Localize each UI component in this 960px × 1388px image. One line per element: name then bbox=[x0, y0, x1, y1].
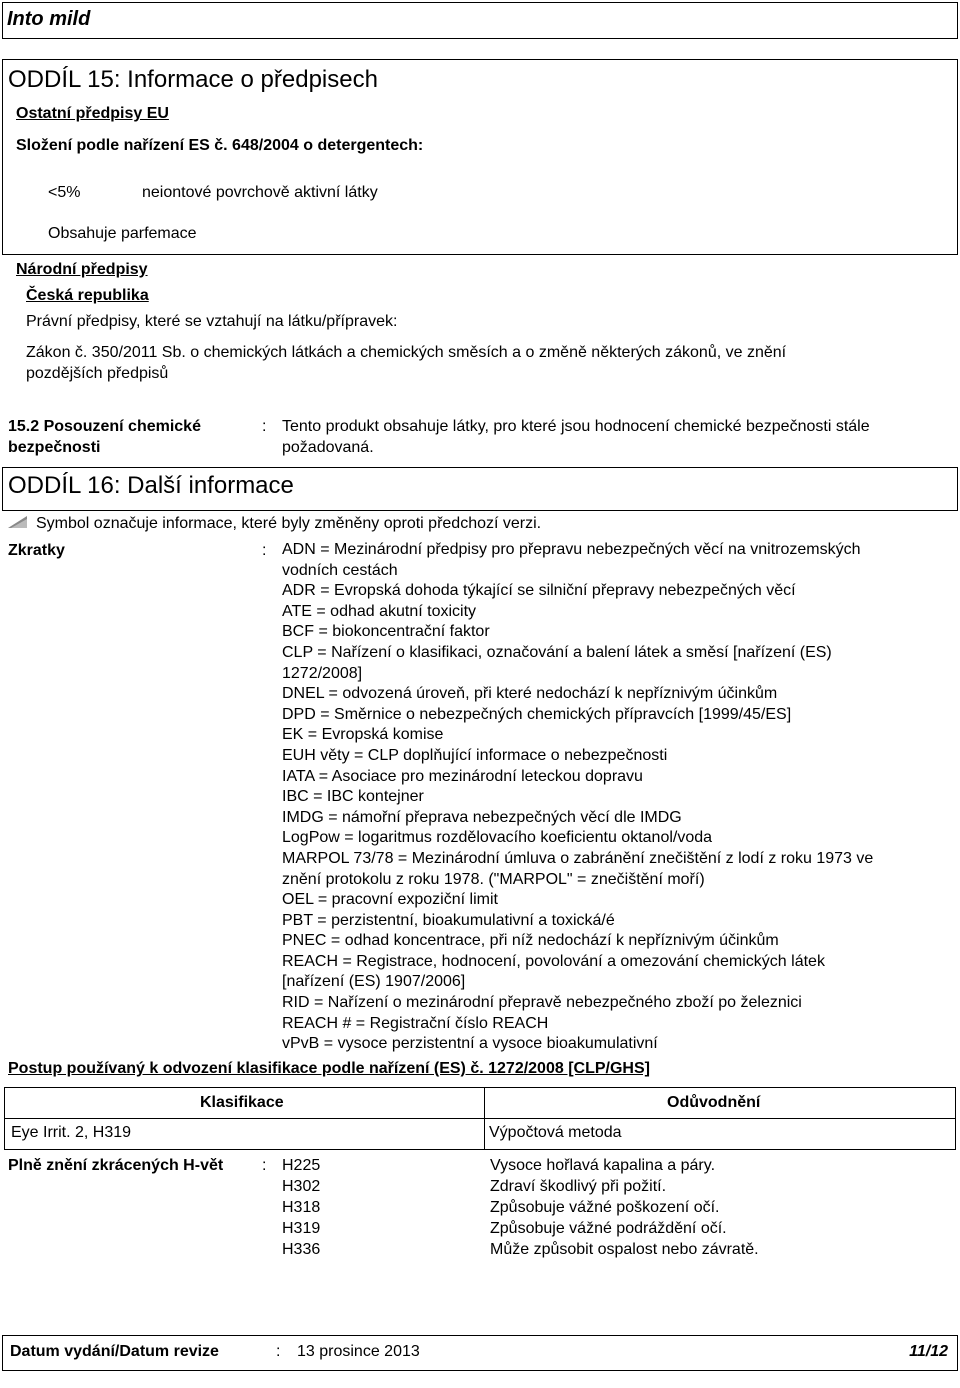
abbreviation-line: PNEC = odhad koncentrace, při níž nedochází k nepříznivým účinkům bbox=[282, 932, 779, 950]
national-regulations-heading: Národní předpisy bbox=[16, 261, 148, 278]
abbreviations-label: Zkratky bbox=[8, 542, 65, 559]
chemical-safety-label-1: 15.2 Posouzení chemické bbox=[8, 418, 201, 435]
detergent-percentage: <5% bbox=[48, 184, 81, 201]
abbreviation-line: MARPOL 73/78 = Mezinárodní úmluva o zabránění znečištění z lodí z roku 1973 ve bbox=[282, 849, 874, 867]
h-phrase-text: Zdraví škodlivý při požití. bbox=[490, 1178, 667, 1195]
h-phrase-text: Může způsobit ospalost nebo závratě. bbox=[490, 1241, 759, 1258]
abbreviation-line: ADR = Evropská dohoda týkající se silniční přepravy nebezpečných věcí bbox=[282, 582, 796, 600]
abbreviation-line: ATE = odhad akutní toxicity bbox=[282, 602, 477, 620]
abbreviation-line: IMDG = námořní přeprava nebezpečných věcí dle IMDG bbox=[282, 808, 682, 826]
abbreviation-line: PBT = perzistentní, bioakumulativní a toxická/é bbox=[282, 911, 615, 929]
colon-separator: : bbox=[262, 1157, 267, 1174]
abbreviation-line: EK = Evropská komise bbox=[282, 726, 444, 744]
footer-date-label: Datum vydání/Datum revize bbox=[10, 1343, 219, 1360]
change-marker-icon bbox=[8, 516, 28, 529]
abbreviation-line: IATA = Asociace pro mezinárodní leteckou dopravu bbox=[282, 767, 643, 785]
abbreviation-line: REACH = Registrace, hodnocení, povolování a omezování chemických látek bbox=[282, 952, 825, 970]
header-box bbox=[2, 2, 958, 39]
table-cell-classification: Eye Irrit. 2, H319 bbox=[11, 1124, 132, 1141]
abbreviation-line: IBC = IBC kontejner bbox=[282, 788, 424, 806]
abbreviation-line: znění protokolu z roku 1978. ("MARPOL" = znečištění moří) bbox=[282, 870, 705, 888]
eu-regulations-heading: Ostatní předpisy EU bbox=[16, 105, 169, 122]
abbreviation-line: LogPow = logaritmus rozdělovacího koeficientu oktanol/voda bbox=[282, 829, 713, 847]
table-cell-justification: Výpočtová metoda bbox=[489, 1124, 622, 1141]
abbreviations-list bbox=[282, 540, 873, 1055]
perfume-note: Obsahuje parfemace bbox=[48, 225, 197, 242]
page-number: 11/12 bbox=[909, 1343, 948, 1360]
abbreviation-line: DPD = Směrnice o nebezpečných chemických přípravcích [1999/45/ES] bbox=[282, 705, 792, 723]
abbreviation-line: RID = Nařízení o mezinárodní přepravě nebezpečného zboží po železnici bbox=[282, 994, 802, 1012]
abbreviation-line: [nařízení (ES) 1907/2006] bbox=[282, 973, 466, 991]
section-15-title: ODDÍL 15: Informace o předpisech bbox=[8, 66, 378, 93]
colon-separator: : bbox=[262, 418, 267, 435]
abbreviation-line: CLP = Nařízení o klasifikaci, označování a balení látek a směsí [nařízení (ES) bbox=[282, 643, 832, 661]
abbreviation-line: EUH věty = CLP doplňující informace o nebezpečnosti bbox=[282, 746, 668, 764]
h-phrase-text: Způsobuje vážné podráždění očí. bbox=[490, 1220, 727, 1237]
abbreviation-line: REACH # = Registrační číslo REACH bbox=[282, 1014, 549, 1032]
abbreviation-line: OEL = pracovní expoziční limit bbox=[282, 891, 498, 909]
detergent-heading: Složení podle nařízení ES č. 648/2004 o detergentech: bbox=[16, 137, 424, 154]
detergent-description: neiontové povrchově aktivní látky bbox=[142, 184, 378, 201]
h-phrase-code: H318 bbox=[282, 1199, 321, 1216]
chemical-safety-label-2: bezpečnosti bbox=[8, 439, 101, 456]
h-phrase-code: H225 bbox=[282, 1157, 321, 1174]
colon-separator: : bbox=[262, 542, 267, 559]
legal-regulations-text: Právní předpisy, které se vztahují na látku/přípravek: bbox=[26, 313, 398, 330]
symbol-note: Symbol označuje informace, které byly změněny oproti předchozí verzi. bbox=[36, 515, 542, 532]
table-divider bbox=[5, 1118, 955, 1119]
country-heading: Česká republika bbox=[26, 287, 149, 304]
h-phrase-code: H302 bbox=[282, 1178, 321, 1195]
footer-colon: : bbox=[276, 1343, 281, 1360]
chemical-safety-text-1: Tento produkt obsahuje látky, pro které jsou hodnocení chemické bezpečnosti stále bbox=[282, 418, 870, 435]
abbreviation-line: BCF = biokoncentrační faktor bbox=[282, 623, 490, 641]
abbreviation-line: vPvB = vysoce perzistentní a vysoce bioakumulativní bbox=[282, 1035, 658, 1053]
h-phrase-code: H319 bbox=[282, 1220, 321, 1237]
h-phrase-text: Způsobuje vážné poškození očí. bbox=[490, 1199, 720, 1216]
h-phrases-label: Plně znění zkrácených H-vět bbox=[8, 1157, 224, 1174]
product-title: Into mild bbox=[7, 8, 91, 30]
table-header-justification: Odůvodnění bbox=[667, 1094, 761, 1111]
chemical-safety-text-2: požadovaná. bbox=[282, 439, 374, 456]
section-16-title: ODDÍL 16: Další informace bbox=[8, 472, 294, 499]
classification-procedure-heading: Postup používaný k odvození klasifikace podle nařízení (ES) č. 1272/2008 [CLP/GHS] bbox=[8, 1060, 650, 1077]
abbreviation-line: vodních cestách bbox=[282, 561, 398, 579]
footer-date: 13 prosince 2013 bbox=[297, 1343, 420, 1360]
law-text-line-2: pozdějších předpisů bbox=[26, 365, 169, 382]
h-phrase-text: Vysoce hořlavá kapalina a páry. bbox=[490, 1157, 716, 1174]
h-phrase-code: H336 bbox=[282, 1241, 321, 1258]
abbreviation-line: DNEL = odvozená úroveň, při které nedochází k nepříznivým účinkům bbox=[282, 685, 778, 703]
law-text-line-1: Zákon č. 350/2011 Sb. o chemických látkách a chemických směsích a o změně některých zákonů, ve znění bbox=[26, 344, 787, 361]
classification-table bbox=[4, 1087, 956, 1150]
table-header-classification: Klasifikace bbox=[200, 1094, 284, 1111]
abbreviation-line: ADN = Mezinárodní předpisy pro přepravu nebezpečných věcí na vnitrozemských bbox=[282, 541, 861, 558]
abbreviation-line: 1272/2008] bbox=[282, 664, 363, 682]
